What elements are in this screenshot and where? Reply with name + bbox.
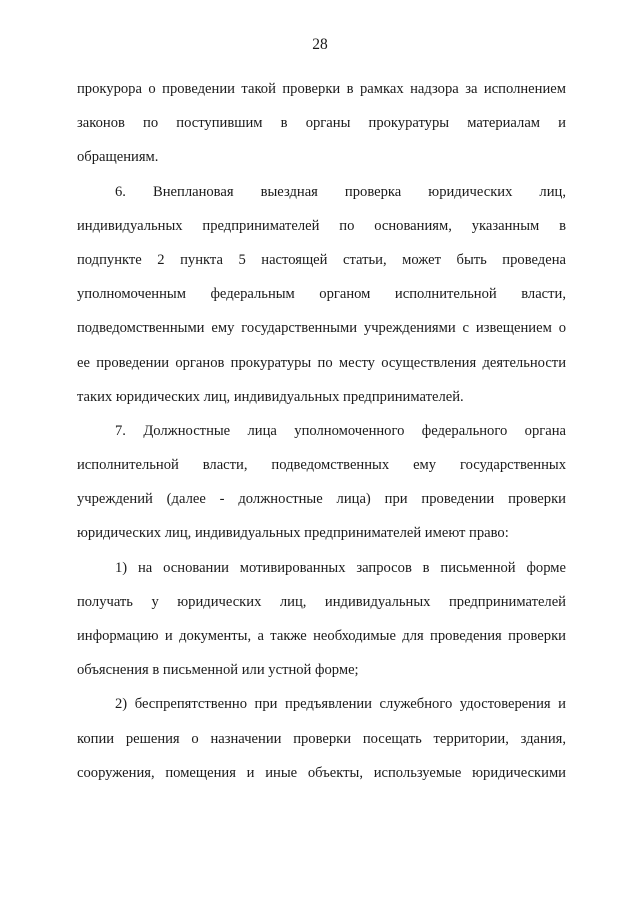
- text-line: подведомственными ему государственными учреждениями с извещением о: [77, 320, 566, 337]
- text-line: обращениям.: [77, 149, 159, 166]
- text-line: получать у юридических лиц, индивидуальных предпринимателей: [77, 593, 566, 610]
- text-line: подпункте 2 пункта 5 настоящей статьи, может быть проведена: [77, 251, 566, 268]
- text-line: объяснения в письменной или устной форме;: [77, 662, 359, 679]
- text-line: уполномоченным федеральным органом исполнительной власти,: [77, 286, 566, 303]
- text-line: 6. Внеплановая выездная проверка юридических лиц,: [115, 183, 566, 200]
- text-line: копии решения о назначении проверки посещать территории, здания,: [77, 730, 566, 747]
- text-line: юридических лиц, индивидуальных предпринимателей имеют право:: [77, 525, 509, 542]
- text-line: сооружения, помещения и иные объекты, используемые юридическими: [77, 764, 566, 781]
- text-line: прокурора о проведении такой проверки в рамках надзора за исполнением: [77, 81, 566, 97]
- text-line: 2) беспрепятственно при предъявлении служебного удостоверения и: [115, 696, 566, 713]
- text-line: таких юридических лиц, индивидуальных предпринимателей.: [77, 388, 464, 405]
- page-number: 28: [312, 36, 328, 53]
- text-line: ее проведении органов прокуратуры по месту осуществления деятельности: [77, 354, 566, 371]
- text-line: законов по поступившим в органы прокуратуры материалам и: [77, 115, 566, 132]
- text-line: 7. Должностные лица уполномоченного федерального органа: [115, 422, 566, 439]
- document-body: [77, 72, 566, 790]
- text-line: учреждений (далее - должностные лица) при проведении проверки: [77, 491, 566, 508]
- text-line: информацию и документы, а также необходимые для проведения проверки: [77, 628, 566, 644]
- text-line: 1) на основании мотивированных запросов в письменной форме: [115, 559, 566, 576]
- text-line: индивидуальных предпринимателей по основаниям, указанным в: [77, 217, 566, 234]
- text-line: исполнительной власти, подведомственных ему государственных: [77, 457, 566, 474]
